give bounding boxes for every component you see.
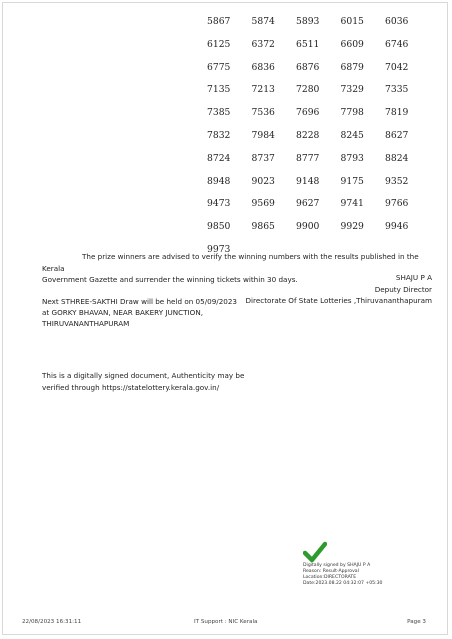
winning-number: 9473 <box>207 198 231 210</box>
signatory-name: SHAJU P A <box>395 273 432 282</box>
winning-number: 7798 <box>340 107 364 119</box>
winning-number: 7385 <box>207 107 231 119</box>
signature-line-2: Reason: Result-Approval <box>303 569 359 574</box>
digital-note-line-2: verified through https://statelottery.kerala.gov.in/ <box>42 382 220 392</box>
digital-signature-block <box>303 563 382 587</box>
winning-number: 6876 <box>296 61 320 73</box>
winning-number: 7329 <box>340 84 364 96</box>
winning-number: 6125 <box>207 38 231 50</box>
next-draw-info <box>42 296 242 329</box>
winning-number: 8245 <box>340 129 364 141</box>
notice-line-1: The prize winners are advised to verify the winning numbers with the results published in the Kerala <box>42 252 419 273</box>
next-draw-line-1: Next STHREE-SAKTHI Draw will be held on 05/09/2023 <box>42 297 237 306</box>
footer-page-number: Page 3 <box>407 619 426 625</box>
winning-number: 9352 <box>385 175 409 187</box>
winning-number: 6511 <box>296 38 320 50</box>
winning-number: 8824 <box>385 152 409 164</box>
winning-number: 6836 <box>251 61 275 73</box>
winning-number: 7135 <box>207 84 231 96</box>
signature-line-1: Digitally signed by SHAJU P A <box>303 563 371 568</box>
winning-number: 8737 <box>251 152 275 164</box>
winning-number: 7042 <box>385 61 409 73</box>
winning-number: 6775 <box>207 61 231 73</box>
winning-number: 8793 <box>340 152 364 164</box>
winning-number: 5867 <box>207 16 231 27</box>
winning-number: 8627 <box>385 129 409 141</box>
winning-number: 6609 <box>340 38 364 50</box>
winning-number: 7280 <box>296 84 320 96</box>
next-draw-line-2: at GORKY BHAVAN, NEAR BAKERY JUNCTION, <box>42 308 203 317</box>
signatory-role: Deputy Director <box>374 285 432 294</box>
digital-note-line-1: This is a digitally signed document, Authenticity may be <box>42 371 245 380</box>
winning-number: 9023 <box>251 175 275 187</box>
winning-number: 5874 <box>251 16 275 27</box>
winning-number: 7832 <box>207 129 231 141</box>
winning-number: 7984 <box>251 129 275 141</box>
winning-number: 7536 <box>251 107 275 119</box>
notice-line-2: Government Gazette and surrender the winning tickets within 30 days. <box>42 275 298 284</box>
footer-support: IT Support : NIC Kerala <box>194 619 258 625</box>
winning-number: 8724 <box>207 152 231 164</box>
digital-signature-note <box>42 370 252 393</box>
footer-timestamp: 22/08/2023 16:31:11 <box>22 619 82 625</box>
next-draw-line-3: THIRUVANANTHAPURAM <box>42 319 130 328</box>
winning-number: 9741 <box>340 198 364 210</box>
winning-number: 7213 <box>251 84 275 96</box>
winning-number: 9973 <box>207 243 231 255</box>
winning-number: 8228 <box>296 129 320 141</box>
signature-line-3: Location:DIRECTORATE <box>303 575 357 580</box>
prize-notice <box>42 251 434 286</box>
winning-numbers-grid <box>207 14 430 265</box>
winning-number: 6746 <box>385 38 409 50</box>
winning-number: 9946 <box>385 221 409 233</box>
winning-number: 6879 <box>340 61 364 73</box>
winning-number: 7696 <box>296 107 320 119</box>
green-check-icon <box>303 541 327 563</box>
winning-number: 9865 <box>251 221 275 233</box>
winning-number: 9850 <box>207 221 231 233</box>
winning-number: 7819 <box>385 107 409 119</box>
winning-number: 9627 <box>296 198 320 210</box>
winning-number: 9175 <box>340 175 364 187</box>
winning-number: 9569 <box>251 198 275 210</box>
winning-number: 8948 <box>207 175 231 187</box>
winning-number: 9900 <box>296 221 320 233</box>
signature-line-4: Date:2023.08.22 04:32:07 +05:30 <box>303 581 383 586</box>
winning-number: 5893 <box>296 16 320 27</box>
signatory-department: Directorate Of State Lotteries ,Thiruvananthapuram <box>245 296 432 305</box>
winning-number: 9929 <box>340 221 364 233</box>
winning-number: 6372 <box>251 38 275 50</box>
winning-number: 9766 <box>385 198 409 210</box>
winning-number: 6036 <box>385 16 409 27</box>
winning-number: 7335 <box>385 84 409 96</box>
winning-number: 8777 <box>296 152 320 164</box>
winning-number: 6015 <box>340 16 364 27</box>
winning-number: 9148 <box>296 175 320 187</box>
